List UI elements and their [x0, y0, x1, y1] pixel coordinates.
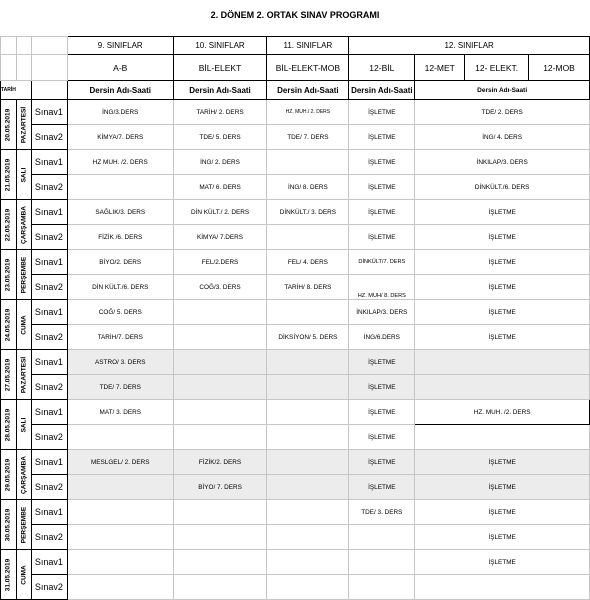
- header-10: 10. SINIFLAR: [173, 37, 267, 55]
- date-label: 30.05.2019: [4, 508, 12, 541]
- session-label: Sınav1: [31, 450, 67, 475]
- cell: [67, 425, 173, 450]
- cell: BİYO/ 7. DERS: [173, 475, 267, 500]
- day-label: ÇARŞAMBA: [20, 455, 28, 494]
- cell: [67, 550, 173, 575]
- cell: [173, 325, 267, 350]
- cell: [415, 350, 590, 375]
- cell: [267, 425, 349, 450]
- date-label: 28.05.2019: [4, 408, 12, 441]
- cell: İŞLETME: [349, 200, 415, 225]
- cell: İŞLETME: [415, 525, 590, 550]
- col-label: Dersin Adı-Saati: [415, 81, 590, 100]
- cell: [267, 500, 349, 525]
- sub-ab: A-B: [67, 55, 173, 81]
- cell: [67, 525, 173, 550]
- sub-12-elekt: 12- ELEKT.: [465, 55, 529, 81]
- cell: İŞLETME: [415, 300, 590, 325]
- cell: ASTRO/ 3. DERS: [67, 350, 173, 375]
- day-label: CUMA: [20, 314, 28, 335]
- cell: KİMYA/7. DERS: [67, 125, 173, 150]
- cell: [173, 400, 267, 425]
- cell: İŞLETME: [349, 125, 415, 150]
- page-title: 2. DÖNEM 2. ORTAK SINAV PROGRAMI: [210, 10, 380, 20]
- cell: [173, 425, 267, 450]
- cell: [267, 575, 349, 600]
- session-label: Sınav1: [31, 400, 67, 425]
- cell: [173, 575, 267, 600]
- session-label: Sınav1: [31, 550, 67, 575]
- cell: COĞ/ 5. DERS: [67, 300, 173, 325]
- cell: İŞLETME: [349, 175, 415, 200]
- session-label: Sınav1: [31, 250, 67, 275]
- sub-12-met: 12-MET: [415, 55, 465, 81]
- cell: İŞLETME: [415, 225, 590, 250]
- cell: İŞLETME: [415, 550, 590, 575]
- cell: HZ. MUH/ 8. DERS: [349, 275, 415, 300]
- cell: MESLGEL/ 2. DERS: [67, 450, 173, 475]
- cell: İNG/3.DERS: [67, 100, 173, 125]
- cell: İŞLETME: [349, 350, 415, 375]
- cell: İNG/ 2. DERS: [173, 150, 267, 175]
- cell: [67, 175, 173, 200]
- cell: [173, 300, 267, 325]
- cell: DİN KÜLT./ 2. DERS: [173, 200, 267, 225]
- col-label: Dersin Adı-Saati: [349, 81, 415, 100]
- day-label: SALI: [20, 167, 28, 182]
- cell: TARİH/7. DERS: [67, 325, 173, 350]
- cell: TDE/ 2. DERS: [415, 100, 590, 125]
- cell: [267, 450, 349, 475]
- cell: [349, 575, 415, 600]
- cell: [173, 350, 267, 375]
- cell: İŞLETME: [415, 475, 590, 500]
- date-label: 22.05.2019: [4, 208, 12, 241]
- sub-bil-elekt-mob: BİL-ELEKT-MOB: [267, 55, 349, 81]
- date-label: 27.05.2019: [4, 358, 12, 391]
- cell: [173, 525, 267, 550]
- tarih-label: TARİH: [1, 81, 32, 100]
- sub-bil-elekt: BİL-ELEKT: [173, 55, 267, 81]
- date-label: 29.05.2019: [4, 458, 12, 491]
- cell: DİNKÜLT./6. DERS: [415, 175, 590, 200]
- cell: [415, 425, 590, 450]
- cell: İŞLETME: [349, 475, 415, 500]
- cell: TDE/ 7. DERS: [267, 125, 349, 150]
- cell: [67, 475, 173, 500]
- cell: FİZİK /6. DERS: [67, 225, 173, 250]
- session-label: Sınav2: [31, 575, 67, 600]
- header-12: 12. SINIFLAR: [349, 37, 590, 55]
- cell: [267, 300, 349, 325]
- cell: FEL/ 4. DERS: [267, 250, 349, 275]
- sub-12-mob: 12-MOB: [529, 55, 590, 81]
- header-11: 11. SINIFLAR: [267, 37, 349, 55]
- cell: [267, 475, 349, 500]
- cell: COĞ/3. DERS: [173, 275, 267, 300]
- cell: [267, 150, 349, 175]
- cell: HZ. MUH. /2. DERS: [415, 400, 590, 425]
- date-label: 23.05.2019: [4, 258, 12, 291]
- day-label: CUMA: [20, 564, 28, 585]
- sub-12-bil: 12-BİL: [349, 55, 415, 81]
- cell: DİNKÜLT/7. DERS: [349, 250, 415, 275]
- cell: SAĞLIK/3. DERS: [67, 200, 173, 225]
- cell: İŞLETME: [349, 225, 415, 250]
- cell: İŞLETME: [349, 150, 415, 175]
- cell: İŞLETME: [415, 325, 590, 350]
- cell: [173, 500, 267, 525]
- day-label: PAZARTESİ: [20, 106, 28, 143]
- cell: FEL/2.DERS: [173, 250, 267, 275]
- cell: HZ. MUH./ 2. DERS: [267, 100, 349, 125]
- cell: İŞLETME: [349, 400, 415, 425]
- cell: İŞLETME: [415, 200, 590, 225]
- cell: DİKSİYON/ 5. DERS: [267, 325, 349, 350]
- exam-schedule-table: [0, 36, 590, 600]
- cell: KİMYA/ 7.DERS: [173, 225, 267, 250]
- col-label: Dersin Adı-Saati: [267, 81, 349, 100]
- session-label: Sınav1: [31, 200, 67, 225]
- cell: [267, 525, 349, 550]
- cell: İNG/6.DERS: [349, 325, 415, 350]
- header-9: 9. SINIFLAR: [67, 37, 173, 55]
- session-label: Sınav2: [31, 225, 67, 250]
- cell: İŞLETME: [415, 250, 590, 275]
- cell: [267, 225, 349, 250]
- session-label: Sınav2: [31, 425, 67, 450]
- day-label: PERŞEMBE: [20, 506, 28, 543]
- date-label: 21.05.2019: [4, 158, 12, 191]
- session-label: Sınav2: [31, 375, 67, 400]
- cell: [267, 375, 349, 400]
- cell: TARİH/ 2. DERS: [173, 100, 267, 125]
- cell: [415, 375, 590, 400]
- session-label: Sınav2: [31, 525, 67, 550]
- cell: İŞLETME: [349, 450, 415, 475]
- cell: BİYO/2. DERS: [67, 250, 173, 275]
- cell: İŞLETME: [349, 375, 415, 400]
- cell: [67, 575, 173, 600]
- cell: HZ MUH. /2. DERS: [67, 150, 173, 175]
- cell: MAT/ 3. DERS: [67, 400, 173, 425]
- cell: İŞLETME: [415, 500, 590, 525]
- session-label: Sınav2: [31, 325, 67, 350]
- session-label: Sınav2: [31, 175, 67, 200]
- cell: [349, 525, 415, 550]
- cell: İŞLETME: [415, 275, 590, 300]
- day-label: PAZARTESİ: [20, 356, 28, 393]
- cell: [173, 375, 267, 400]
- cell: [267, 350, 349, 375]
- session-label: Sınav1: [31, 350, 67, 375]
- cell: İNG/ 4. DERS: [415, 125, 590, 150]
- date-label: 31.05.2019: [4, 558, 12, 591]
- date-label: 24.05.2019: [4, 308, 12, 341]
- session-label: Sınav2: [31, 475, 67, 500]
- cell: [415, 575, 590, 600]
- day-label: SALI: [20, 417, 28, 432]
- cell: [267, 400, 349, 425]
- cell: İNKILAP/3. DERS: [415, 150, 590, 175]
- session-label: Sınav2: [31, 275, 67, 300]
- cell: FİZİK/2. DERS: [173, 450, 267, 475]
- cell: [267, 550, 349, 575]
- col-label: Dersin Adı-Saati: [67, 81, 173, 100]
- cell: [67, 500, 173, 525]
- cell: İŞLETME: [349, 425, 415, 450]
- cell: TDE/ 5. DERS: [173, 125, 267, 150]
- cell: MAT/ 6. DERS: [173, 175, 267, 200]
- cell: TDE/ 3. DERS: [349, 500, 415, 525]
- session-label: Sınav1: [31, 150, 67, 175]
- session-label: Sınav1: [31, 300, 67, 325]
- col-label: Dersin Adı-Saati: [173, 81, 267, 100]
- cell: TDE/ 7. DERS: [67, 375, 173, 400]
- session-label: Sınav1: [31, 100, 67, 125]
- day-label: ÇARŞAMBA: [20, 205, 28, 244]
- cell: [173, 550, 267, 575]
- session-label: Sınav1: [31, 500, 67, 525]
- cell: İNG/ 8. DERS: [267, 175, 349, 200]
- cell: TARİH/ 8. DERS: [267, 275, 349, 300]
- cell: DİNKÜLT./ 3. DERS: [267, 200, 349, 225]
- cell: İŞLETME: [415, 450, 590, 475]
- cell: [349, 550, 415, 575]
- cell: DİN KÜLT./6. DERS: [67, 275, 173, 300]
- date-label: 20.05.2019: [4, 108, 12, 141]
- day-label: PERŞEMBE: [20, 256, 28, 293]
- cell: İŞLETME: [349, 100, 415, 125]
- session-label: Sınav2: [31, 125, 67, 150]
- cell: İNKILAP/3. DERS: [349, 300, 415, 325]
